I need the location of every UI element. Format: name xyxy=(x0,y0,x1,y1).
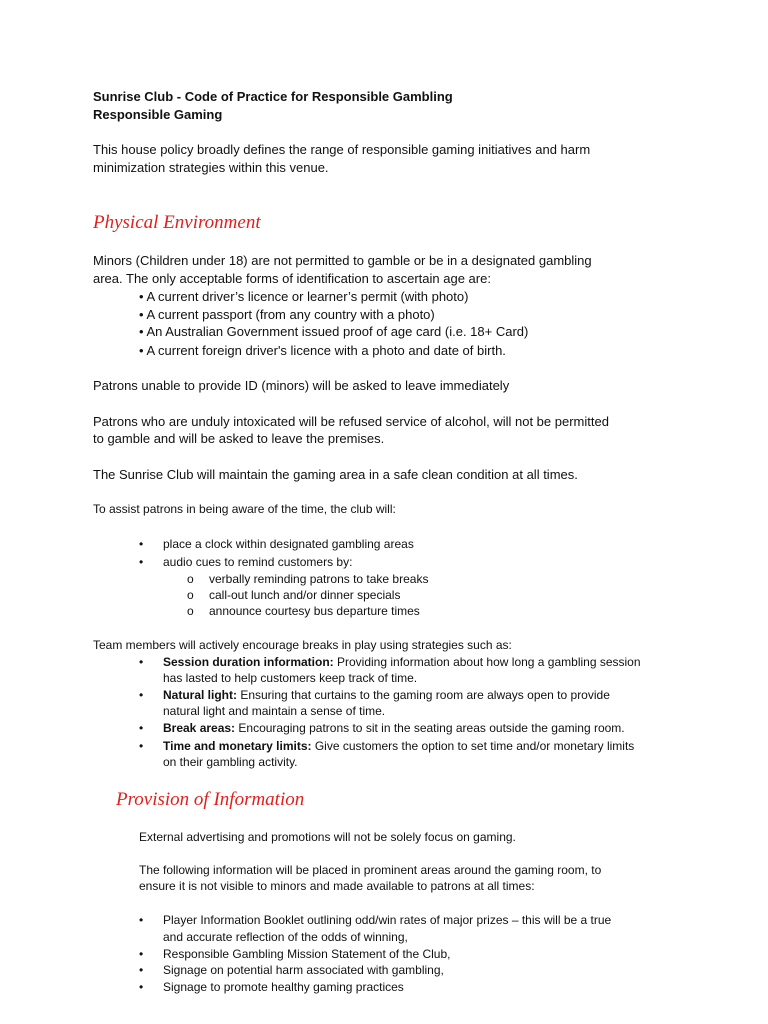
strategy-text: natural light and maintain a sense of time. xyxy=(163,704,386,718)
strategy-item xyxy=(163,738,634,754)
section-heading-physical: Physical Environment xyxy=(93,212,261,233)
information-list-item: • Signage on potential harm associated with gambling, xyxy=(163,962,444,978)
information-list-item: • Signage to promote healthy gaming practices xyxy=(163,979,404,995)
audio-sub-item: o verbally reminding patrons to take breaks xyxy=(209,571,428,587)
audio-sub-item: o announce courtesy bus departure times xyxy=(209,603,420,619)
information-list-item: • Responsible Gambling Mission Statement of the Club, xyxy=(163,946,450,962)
intoxication-text: to gamble and will be asked to leave the premises. xyxy=(93,431,385,446)
id-list-item: • A current passport (from any country with a photo) xyxy=(139,307,435,322)
strategy-item xyxy=(163,687,610,703)
information-text: ensure it is not visible to minors and made available to patrons at all times: xyxy=(139,879,535,893)
strategy-label: Break areas: xyxy=(163,721,236,735)
minors-text: Minors (Children under 18) are not permitted to gamble or be in a designated gambling xyxy=(93,253,592,268)
assist-list-item: • place a clock within designated gambling areas xyxy=(163,536,414,552)
strategy-text: Providing information about how long a gambling session xyxy=(333,655,641,669)
strategy-text: has lasted to help customers keep track of time. xyxy=(163,671,418,685)
strategy-text: Give customers the option to set time and/or monetary limits xyxy=(311,739,635,753)
strategy-text: Ensuring that curtains to the gaming room are always open to provide xyxy=(237,688,610,702)
information-list-item: and accurate reflection of the odds of winning, xyxy=(163,930,408,944)
team-text: Team members will actively encourage breaks in play using strategies such as: xyxy=(93,638,512,652)
id-list-item: • A current driver’s licence or learner’s permit (with photo) xyxy=(139,289,469,304)
maintain-text: The Sunrise Club will maintain the gaming area in a safe clean condition at all times. xyxy=(93,467,578,482)
strategy-text: on their gambling activity. xyxy=(163,755,298,769)
document-subtitle: Responsible Gaming xyxy=(93,107,223,122)
minors-text: area. The only acceptable forms of identification to ascertain age are: xyxy=(93,271,491,286)
strategy-label: Time and monetary limits: xyxy=(163,739,312,753)
audio-sub-item: o call-out lunch and/or dinner specials xyxy=(209,587,400,603)
advertising-text: External advertising and promotions will not be solely focus on gaming. xyxy=(139,830,516,844)
strategy-text: Encouraging patrons to sit in the seating areas outside the gaming room. xyxy=(235,721,625,735)
strategy-item xyxy=(163,654,641,670)
assist-list-item: • audio cues to remind customers by: xyxy=(163,554,352,570)
assist-text: To assist patrons in being aware of the time, the club will: xyxy=(93,502,396,516)
intro-text: minimization strategies within this venue. xyxy=(93,160,329,175)
id-list-item: • An Australian Government issued proof of age card (i.e. 18+ Card) xyxy=(139,324,529,339)
id-list-item: • A current foreign driver's licence with a photo and date of birth. xyxy=(139,343,506,358)
patrons-id-text: Patrons unable to provide ID (minors) will be asked to leave immediately xyxy=(93,378,510,393)
strategy-label: Natural light: xyxy=(163,688,237,702)
intro-text: This house policy broadly defines the range of responsible gaming initiatives and harm xyxy=(93,142,591,157)
information-list-item: • Player Information Booklet outlining odd/win rates of major prizes – this will be a true xyxy=(163,912,611,928)
strategy-item xyxy=(163,720,625,736)
section-heading-provision: Provision of Information xyxy=(116,789,305,810)
information-text: The following information will be placed in prominent areas around the gaming room, to xyxy=(139,863,602,877)
document-title: Sunrise Club - Code of Practice for Responsible Gambling xyxy=(93,89,453,104)
strategy-label: Session duration information: xyxy=(163,655,334,669)
intoxication-text: Patrons who are unduly intoxicated will be refused service of alcohol, will not be permitted xyxy=(93,414,609,429)
